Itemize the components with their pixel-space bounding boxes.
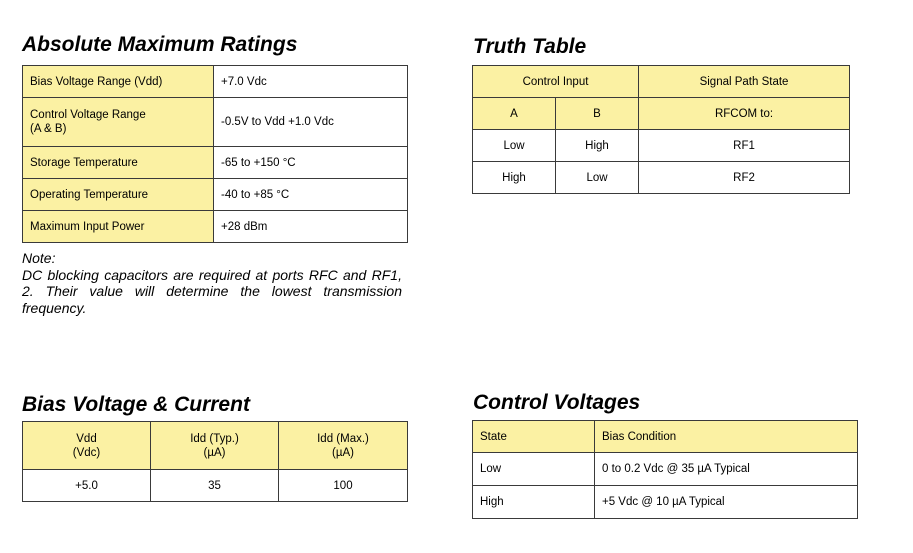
- table-row: [23, 470, 408, 502]
- bias-header-line2: (µA): [203, 446, 226, 459]
- truth-cell-state: RF1: [639, 130, 850, 162]
- abs-max-value: -65 to +150 °C: [214, 147, 408, 179]
- truth-cell-b: High: [556, 130, 639, 162]
- table-row: [473, 130, 850, 162]
- table-header-row: [473, 98, 850, 130]
- table-row: [23, 147, 408, 179]
- table-header-row: [23, 422, 408, 470]
- abs-max-label-line1: Control Voltage Range: [30, 109, 146, 121]
- truth-table-title: Truth Table: [473, 35, 587, 58]
- table-header-row: [473, 66, 850, 98]
- bias-title-wrap: [22, 393, 250, 417]
- bias-header-idd-typ: [151, 422, 279, 470]
- truth-header-control: Control Input: [473, 66, 639, 98]
- bias-header-idd-max: [279, 422, 408, 470]
- abs-max-table: [22, 65, 408, 243]
- note-text: DC blocking capacitors are required at ports RFC and RF1, 2. Their value will determine the lowest transmission frequency.: [22, 266, 402, 316]
- bias-cell-idd-typ: 35: [151, 470, 279, 502]
- abs-max-value: +7.0 Vdc: [214, 66, 408, 98]
- bias-cell-idd-max: 100: [279, 470, 408, 502]
- bias-header-line2: (Vdc): [72, 446, 101, 459]
- abs-max-value: -0.5V to Vdd +1.0 Vdc: [214, 98, 408, 147]
- cv-cell-state: High: [473, 486, 595, 519]
- cv-header-state: State: [473, 421, 595, 453]
- bias-title: Bias Voltage & Current: [22, 393, 250, 416]
- abs-max-label: Bias Voltage Range (Vdd): [23, 66, 214, 98]
- abs-max-title: Absolute Maximum Ratings: [22, 33, 298, 56]
- truth-header-signal: Signal Path State: [639, 66, 850, 98]
- abs-max-label-line2: (A & B): [30, 123, 67, 135]
- note: [22, 250, 402, 316]
- truth-table: [472, 65, 850, 194]
- abs-max-label: Storage Temperature: [23, 147, 214, 179]
- truth-cell-a: High: [473, 162, 556, 194]
- table-row: [23, 66, 408, 98]
- cv-header-bias: Bias Condition: [595, 421, 858, 453]
- truth-col-a: A: [473, 98, 556, 130]
- bias-header-line1: Idd (Typ.): [190, 432, 239, 445]
- table-row: [473, 486, 858, 519]
- truth-cell-b: Low: [556, 162, 639, 194]
- bias-header-vdd: [23, 422, 151, 470]
- abs-max-value: -40 to +85 °C: [214, 179, 408, 211]
- control-voltages-title: Control Voltages: [473, 391, 641, 414]
- abs-max-value: +28 dBm: [214, 211, 408, 243]
- table-row: [473, 162, 850, 194]
- truth-col-rfcom: RFCOM to:: [639, 98, 850, 130]
- note-heading: Note:: [22, 250, 56, 266]
- abs-max-label: Operating Temperature: [23, 179, 214, 211]
- truth-table-title-wrap: [473, 35, 586, 59]
- cv-cell-condition: 0 to 0.2 Vdc @ 35 µA Typical: [595, 453, 858, 486]
- truth-cell-state: RF2: [639, 162, 850, 194]
- bias-header-line2: (µA): [332, 446, 354, 459]
- abs-max-label: [23, 98, 214, 147]
- truth-col-b: B: [556, 98, 639, 130]
- bias-header-line1: Idd (Max.): [317, 432, 369, 445]
- bias-table: [22, 421, 408, 502]
- control-voltages-table: [472, 420, 858, 519]
- abs-max-label: Maximum Input Power: [23, 211, 214, 243]
- cv-cell-condition: +5 Vdc @ 10 µA Typical: [595, 486, 858, 519]
- control-voltages-title-wrap: [473, 391, 640, 415]
- truth-cell-a: Low: [473, 130, 556, 162]
- table-header-row: [473, 421, 858, 453]
- bias-header-line1: Vdd: [76, 432, 97, 445]
- table-row: [473, 453, 858, 486]
- cv-cell-state: Low: [473, 453, 595, 486]
- bias-cell-vdd: +5.0: [23, 470, 151, 502]
- table-row: [23, 98, 408, 147]
- abs-max-title-wrap: [22, 33, 297, 57]
- table-row: [23, 179, 408, 211]
- table-row: [23, 211, 408, 243]
